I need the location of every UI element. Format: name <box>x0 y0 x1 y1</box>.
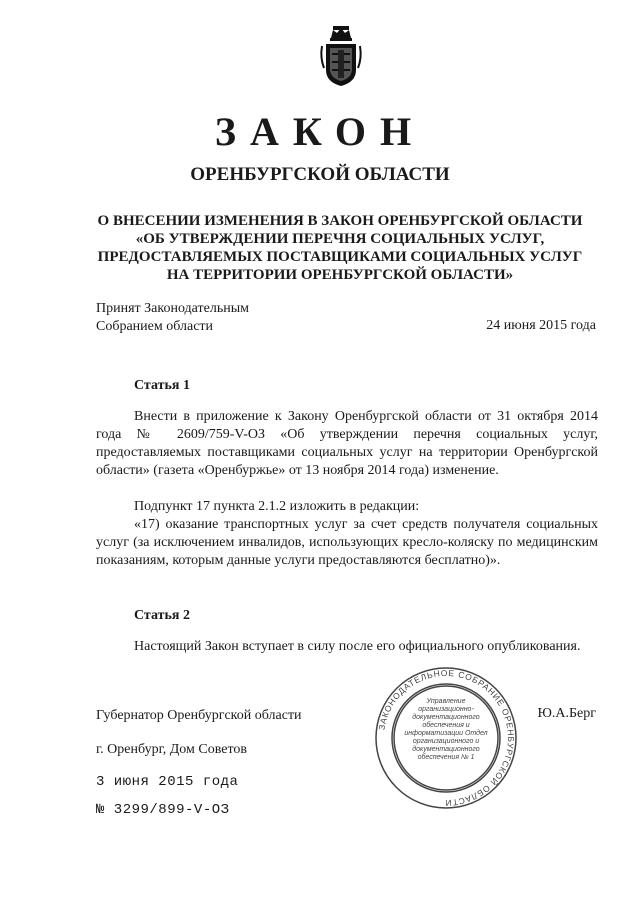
subject-line: НА ТЕРРИТОРИИ ОРЕНБУРГСКОЙ ОБЛАСТИ» <box>166 267 514 283</box>
official-seal-icon <box>372 664 520 812</box>
subject-line: ПРЕДОСТАВЛЯЕМЫХ ПОСТАВЩИКАМИ СОЦИАЛЬНЫХ УСЛУГ <box>97 249 583 265</box>
subject-line: О ВНЕСЕНИИ ИЗМЕНЕНИЯ В ЗАКОН ОРЕНБУРГСКОЙ ОБЛАСТИ <box>97 213 583 229</box>
seal-outer-text: ЗАКОНОДАТЕЛЬНОЕ СОБРАНИЕ ОРЕНБУРГСКОЙ ОБЛАСТИ <box>376 667 517 809</box>
article-1-paragraph: Подпункт 17 пункта 2.1.2 изложить в редакции: <box>134 499 420 514</box>
law-subject <box>80 212 600 284</box>
adoption-line: Принят Законодательным <box>96 301 249 316</box>
article-1-title: Статья 1 <box>134 378 190 393</box>
article-2-title: Статья 2 <box>134 608 190 623</box>
law-title: ЗАКОН <box>214 109 426 154</box>
adoption-date: 24 июня 2015 года <box>486 318 596 333</box>
adoption-body <box>96 300 249 336</box>
article-2-paragraph: Настоящий Закон вступает в силу после его официального опубликования. <box>134 639 581 654</box>
signing-place: г. Оренбург, Дом Советов <box>96 742 247 757</box>
signing-date: 3 июня 2015 года <box>96 774 239 790</box>
seal-inner-text: Управление организационно-документационного обеспечения и информатизации Отдел организационного и документационного обеспечения № 1 <box>404 698 488 761</box>
region-title: ОРЕНБУРГСКОЙ ОБЛАСТИ <box>190 164 450 185</box>
article-1-paragraph: «17) оказание транспортных услуг за счет средств получателя социальных услуг (за исключением инвалидов, использующих кресло-коляску по медицинским показаниям, которым данные услуги предоставляются бесплатно)». <box>96 517 598 568</box>
law-number: № 3299/899-V-ОЗ <box>96 802 230 818</box>
subject-line: «ОБ УТВЕРЖДЕНИИ ПЕРЕЧНЯ СОЦИАЛЬНЫХ УСЛУГ, <box>135 231 545 247</box>
coat-of-arms-icon <box>318 24 364 88</box>
signatory-position: Губернатор Оренбургской области <box>96 708 302 723</box>
signatory-name: Ю.А.Берг <box>537 706 596 721</box>
article-1-paragraph: Внести в приложение к Закону Оренбургской области от 31 октября 2014 года № 2609/759-V-ОЗ «Об утверждении перечня социальных услуг, предоставляемых поставщиками социальных услуг на территории Оренбургской области» (газета «Оренбуржье» от 13 ноября 2014 года) изменение. <box>96 409 598 478</box>
adoption-line: Собранием области <box>96 319 214 334</box>
